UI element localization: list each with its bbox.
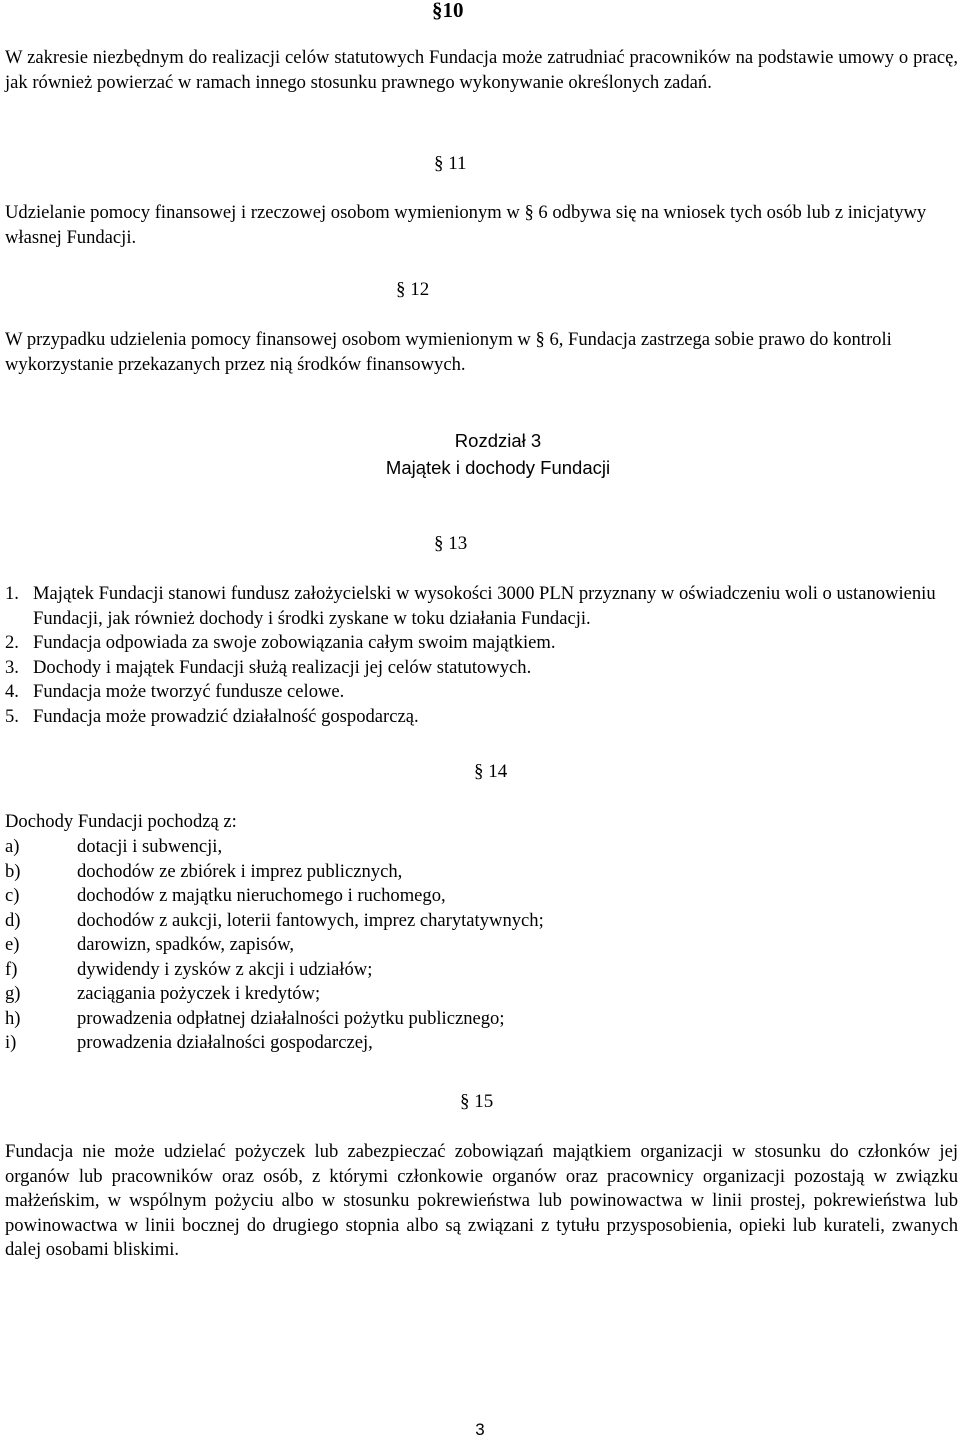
list-item-text: prowadzenia odpłatnej działalności pożytku publicznego; xyxy=(77,1007,505,1029)
list-item-letter: h) xyxy=(5,1007,21,1029)
list-item-number: 1. xyxy=(5,583,19,604)
list-item-text: zaciągania pożyczek i kredytów; xyxy=(77,983,321,1004)
list-item-letter: a) xyxy=(5,836,20,857)
section-15-heading: § 15 xyxy=(460,1091,494,1112)
section-14-intro: Dochody Fundacji pochodzą z: xyxy=(5,811,237,832)
list-item-number: 2. xyxy=(5,632,19,653)
section-10-text: W zakresie niezbędnym do realizacji celów statutowych Fundacja może zatrudniać pracowników na podstawie umowy o pracę, jak również powierzać w ramach innego stosunku prawnego wykonywanie określonych zadań. xyxy=(5,47,958,93)
list-item xyxy=(5,982,955,1007)
list-item-number: 3. xyxy=(5,656,19,678)
list-item xyxy=(5,884,955,909)
list-item-text: dywidendy i zysków z akcji i udziałów; xyxy=(77,958,373,980)
section-14-heading: § 14 xyxy=(474,761,508,782)
list-item-letter: e) xyxy=(5,934,20,955)
list-item-text: dochodów z majątku nieruchomego i ruchomego, xyxy=(77,885,446,906)
list-item xyxy=(5,835,955,860)
list-item xyxy=(5,1007,955,1032)
section-14-list xyxy=(5,835,955,1056)
list-item-text: darowizn, spadków, zapisów, xyxy=(77,934,295,955)
section-10-heading: §10 xyxy=(432,0,464,22)
page-number: 3 xyxy=(475,1420,485,1439)
list-item-letter: c) xyxy=(5,885,20,906)
section-11-text: Udzielanie pomocy finansowej i rzeczowej osobom wymienionym w § 6 odbywa się na wniosek tych osób lub z inicjatywy własnej Fundacji. xyxy=(5,202,927,248)
list-item-letter: b) xyxy=(5,860,21,882)
list-item-text: Fundacja może prowadzić działalność gospodarczą. xyxy=(33,705,419,727)
list-item xyxy=(5,656,955,681)
list-item-text: dochodów z aukcji, loterii fantowych, imprez charytatywnych; xyxy=(77,909,544,931)
list-item xyxy=(5,958,955,983)
list-item-text: Dochody i majątek Fundacji służą realizacji jej celów statutowych. xyxy=(33,656,532,678)
list-item-text: prowadzenia działalności gospodarczej, xyxy=(77,1032,373,1053)
list-item xyxy=(5,582,955,631)
list-item-letter: d) xyxy=(5,909,21,931)
list-item-letter: f) xyxy=(5,958,18,980)
list-item-text: dochodów ze zbiórek i imprez publicznych, xyxy=(77,860,403,882)
list-item-text: Fundacja odpowiada za swoje zobowiązania całym swoim majątkiem. xyxy=(33,632,556,653)
chapter-title: Majątek i dochody Fundacji xyxy=(385,457,611,478)
section-13-heading: § 13 xyxy=(434,533,468,554)
list-item-letter: g) xyxy=(5,983,21,1004)
section-15-text: Fundacja nie może udzielać pożyczek lub zabezpieczać zobowiązań majątkiem organizacji w stosunku do członków jej organów lub pracowników oraz osób, z którymi członkowie organów oraz pracownicy organizacji pozostają w związku małżeńskim, w wspólnym pożyciu albo w stosunku pokrewieństwa lub powinowactwa w linii prostej, pokrewieństwa lub powinowactwa w linii bocznej do drugiego stopnia albo są związani z tytułu przysposobienia, opieki lub kurateli, zwanych dalej osobami bliskimi. xyxy=(5,1141,958,1260)
list-item-text: dotacji i subwencji, xyxy=(77,836,223,857)
list-item xyxy=(5,680,955,705)
section-11-heading: § 11 xyxy=(434,153,467,174)
list-item-letter: i) xyxy=(5,1032,17,1053)
list-item xyxy=(5,1031,955,1056)
list-item xyxy=(5,631,955,656)
list-item xyxy=(5,909,955,934)
list-item-text: Fundacja może tworzyć fundusze celowe. xyxy=(33,681,345,702)
list-item xyxy=(5,860,955,885)
list-item-number: 4. xyxy=(5,681,19,702)
chapter-number: Rozdział 3 xyxy=(454,430,542,451)
section-12-text: W przypadku udzielenia pomocy finansowej osobom wymienionym w § 6, Fundacja zastrzega sobie prawo do kontroli wykorzystanie przekazanych przez nią środków finansowych. xyxy=(5,329,892,375)
list-item-text: Majątek Fundacji stanowi fundusz założycielski w wysokości 3000 PLN przyznany w oświadczeniu woli o ustanowieniu Fundacji, jak również dochody i środki zyskane w toku działania Fundacji. xyxy=(33,583,936,629)
list-item-number: 5. xyxy=(5,705,19,727)
section-12-heading: § 12 xyxy=(396,279,430,300)
list-item xyxy=(5,933,955,958)
list-item xyxy=(5,705,955,730)
section-13-list xyxy=(5,582,955,729)
